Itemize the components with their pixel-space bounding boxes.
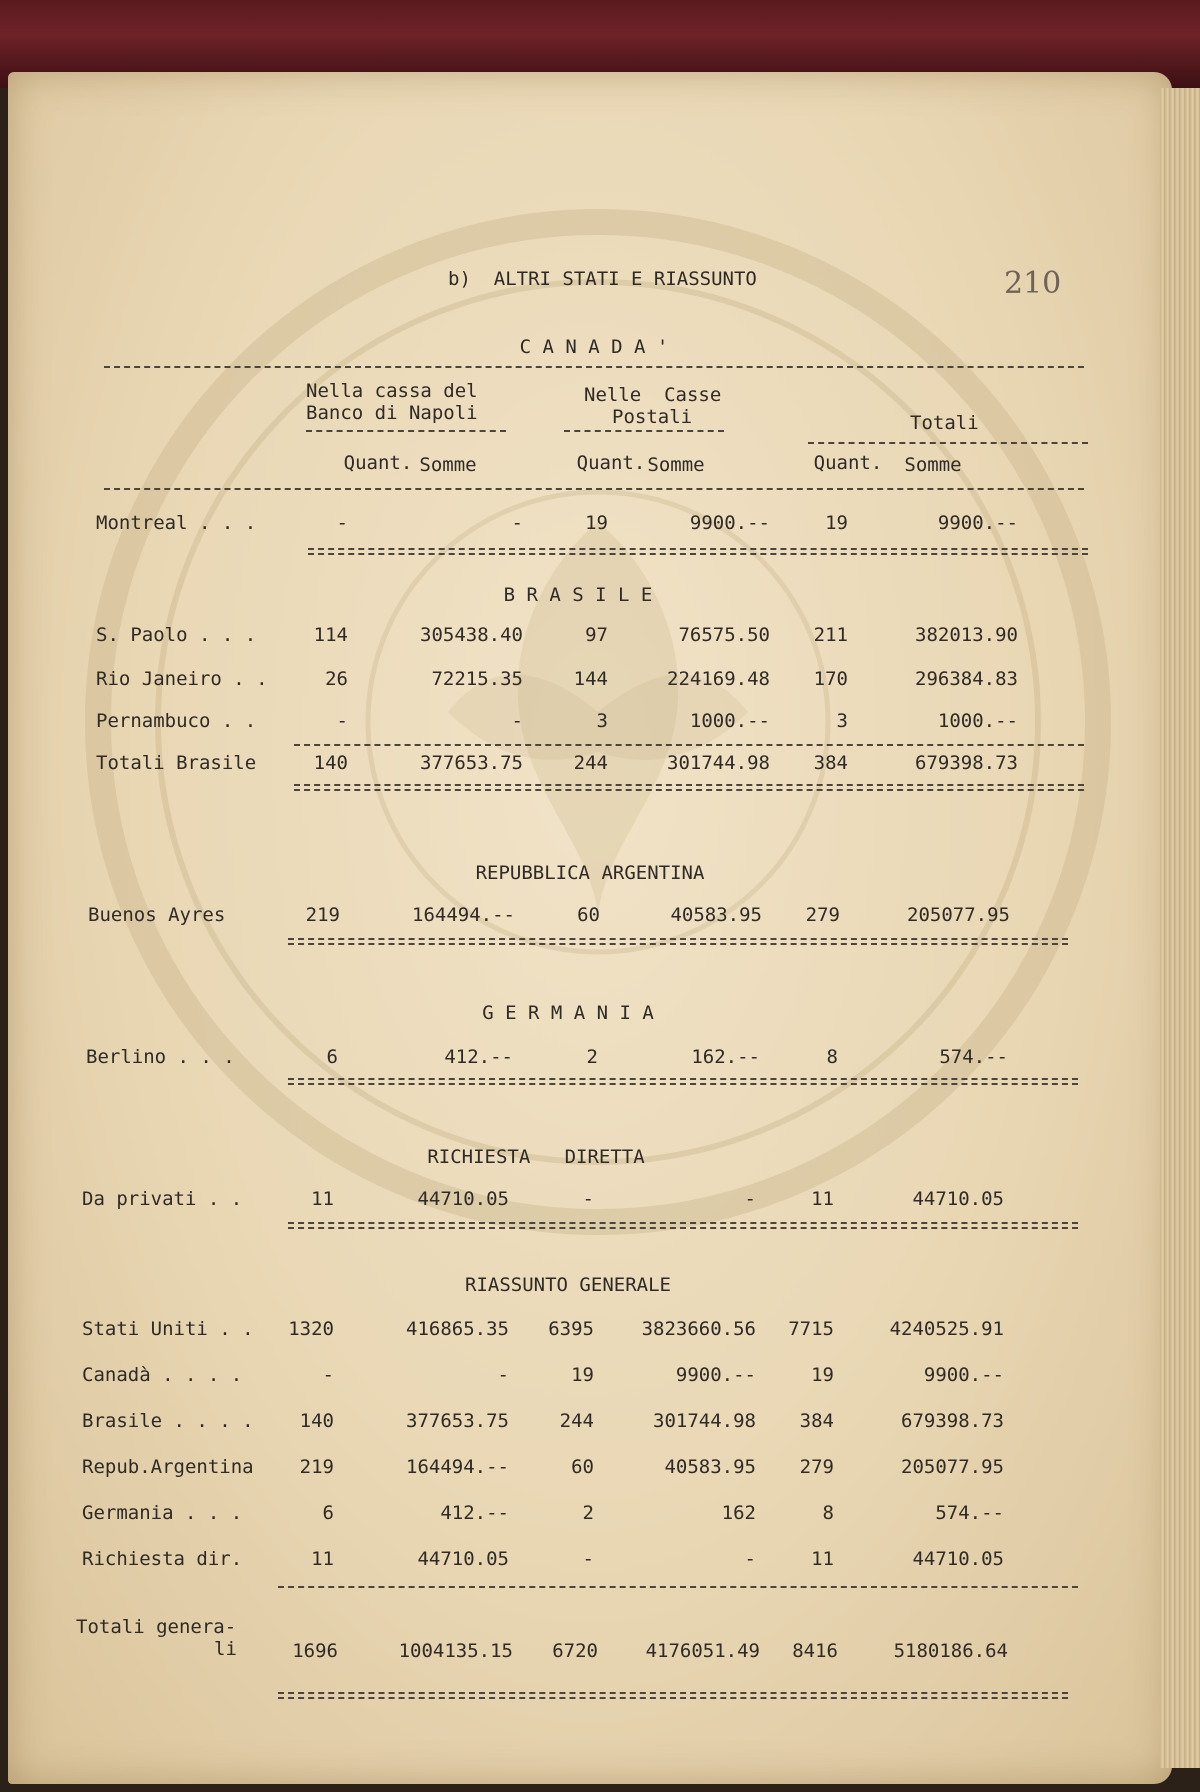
cell-quant: 384	[813, 752, 848, 774]
cell-quant: 3	[836, 710, 848, 732]
double-rule	[288, 938, 1068, 945]
cell-quant: -	[582, 1188, 594, 1210]
page-number: 210	[1004, 266, 1062, 301]
cell-quant: 140	[313, 752, 348, 774]
cell-somme: 301744.98	[653, 1410, 756, 1432]
total-somme: 5180186.64	[893, 1640, 1008, 1662]
cell-quant: 1320	[288, 1318, 334, 1340]
cell-somme: 9900.--	[689, 512, 770, 534]
grand-total-label: Totali genera-	[76, 1616, 237, 1638]
cell-somme: 9900.--	[937, 512, 1018, 534]
rule	[294, 744, 1084, 746]
cell-somme: 416865.35	[406, 1318, 509, 1340]
cell-somme: 3823660.56	[641, 1318, 756, 1340]
cell-somme: 9900.--	[675, 1364, 756, 1386]
total-somme: 4176051.49	[645, 1640, 760, 1662]
total-quant: 6720	[552, 1640, 598, 1662]
row-label: Germania . . .	[82, 1502, 243, 1524]
cell-quant: 6	[322, 1502, 334, 1524]
double-rule	[288, 1222, 1078, 1229]
cell-somme: 377653.75	[406, 1410, 509, 1432]
column-header: Postali	[612, 406, 693, 428]
cell-quant: 11	[811, 1548, 834, 1570]
row-label: Repub.Argentina	[82, 1456, 254, 1478]
cell-somme: 4240525.91	[889, 1318, 1004, 1340]
cell-somme: 164494.--	[406, 1456, 509, 1478]
column-header: Nella cassa del	[306, 380, 478, 402]
cell-quant: 244	[573, 752, 608, 774]
cell-quant: 279	[799, 1456, 834, 1478]
row-label: S. Paolo . . .	[96, 624, 257, 646]
cell-quant: 19	[825, 512, 848, 534]
cell-quant: 140	[299, 1410, 334, 1432]
cell-somme: 164494.--	[412, 904, 515, 926]
cell-somme: 382013.90	[915, 624, 1018, 646]
cell-quant: 19	[585, 512, 608, 534]
row-label: Canadà . . . .	[82, 1364, 243, 1386]
rule	[104, 366, 1084, 368]
cell-somme: 162	[721, 1502, 756, 1524]
double-rule	[308, 548, 1088, 555]
rule	[104, 488, 1084, 490]
document-page	[8, 72, 1172, 1784]
cell-quant: 60	[577, 904, 600, 926]
double-rule	[288, 1078, 1078, 1085]
cell-somme: 305438.40	[420, 624, 523, 646]
cell-quant: -	[322, 1364, 334, 1386]
cell-somme: -	[497, 1364, 509, 1386]
cell-quant: 11	[311, 1188, 334, 1210]
page-stack-edge	[1160, 88, 1200, 1768]
cell-somme: 574.--	[935, 1502, 1004, 1524]
cell-quant: 170	[813, 668, 848, 690]
subheader-somme: Somme	[647, 454, 705, 476]
cell-quant: -	[336, 710, 348, 732]
subheader-quant: Quant.	[576, 452, 646, 474]
cell-somme: 9900.--	[923, 1364, 1004, 1386]
rule	[278, 1586, 1078, 1588]
cell-quant: -	[582, 1548, 594, 1570]
cell-quant: 26	[325, 668, 348, 690]
cell-somme: 44710.05	[912, 1188, 1004, 1210]
subheader-somme: Somme	[419, 454, 477, 476]
row-label: Da privati . .	[82, 1188, 243, 1210]
cell-somme: 412.--	[444, 1046, 513, 1068]
subheader-somme: Somme	[904, 454, 962, 476]
column-header: Nelle Casse	[584, 384, 722, 406]
cell-quant: 384	[799, 1410, 834, 1432]
cell-quant: 6395	[548, 1318, 594, 1340]
section-title: B R A S I L E	[503, 584, 653, 606]
section-title: C A N A D A '	[519, 336, 669, 358]
row-label: Berlino . . .	[86, 1046, 235, 1068]
cell-somme: 224169.48	[667, 668, 770, 690]
row-label: Buenos Ayres	[88, 904, 226, 926]
section-title: RICHIESTA DIRETTA	[427, 1146, 645, 1168]
section-title: G E R M A N I A	[482, 1002, 654, 1024]
cell-somme: -	[744, 1188, 756, 1210]
rule	[306, 430, 506, 432]
row-label: Totali Brasile	[96, 752, 257, 774]
cell-somme: -	[511, 710, 523, 732]
subheader-quant: Quant.	[813, 452, 883, 474]
cell-quant: 8	[822, 1502, 834, 1524]
section-title: REPUBBLICA ARGENTINA	[475, 862, 705, 884]
row-label: Stati Uniti . .	[82, 1318, 254, 1340]
cell-quant: 7715	[788, 1318, 834, 1340]
cell-quant: 11	[311, 1548, 334, 1570]
column-header: Banco di Napoli	[306, 402, 478, 424]
cell-somme: 44710.05	[417, 1548, 509, 1570]
total-quant: 1696	[292, 1640, 338, 1662]
cell-somme: 412.--	[440, 1502, 509, 1524]
cell-quant: 3	[596, 710, 608, 732]
cell-somme: 296384.83	[915, 668, 1018, 690]
cell-quant: 2	[582, 1502, 594, 1524]
row-label: Pernambuco . .	[96, 710, 257, 732]
cell-somme: 679398.73	[915, 752, 1018, 774]
cell-quant: 244	[559, 1410, 594, 1432]
row-label: Richiesta dir.	[82, 1548, 243, 1570]
cell-somme: 1000.--	[937, 710, 1018, 732]
cell-quant: 6	[326, 1046, 338, 1068]
cell-somme: 1000.--	[689, 710, 770, 732]
cell-somme: 301744.98	[667, 752, 770, 774]
row-label: Brasile . . . .	[82, 1410, 254, 1432]
cell-quant: 60	[571, 1456, 594, 1478]
cell-somme: 205077.95	[901, 1456, 1004, 1478]
cell-quant: 8	[826, 1046, 838, 1068]
cell-somme: 44710.05	[912, 1548, 1004, 1570]
cell-quant: 114	[313, 624, 348, 646]
double-rule	[294, 784, 1084, 791]
cell-quant: 97	[585, 624, 608, 646]
cell-somme: 574.--	[939, 1046, 1008, 1068]
cell-somme: 679398.73	[901, 1410, 1004, 1432]
cell-somme: 40583.95	[664, 1456, 756, 1478]
total-quant: 8416	[792, 1640, 838, 1662]
cell-somme: 44710.05	[417, 1188, 509, 1210]
cell-quant: 219	[299, 1456, 334, 1478]
cell-somme: 72215.35	[431, 668, 523, 690]
cell-somme: -	[511, 512, 523, 534]
rule	[808, 442, 1088, 444]
cell-quant: 19	[571, 1364, 594, 1386]
row-label: Montreal . . .	[96, 512, 257, 534]
cell-somme: 40583.95	[670, 904, 762, 926]
cell-quant: -	[336, 512, 348, 534]
double-rule	[278, 1692, 1068, 1699]
rule	[564, 430, 724, 432]
cell-somme: 162.--	[691, 1046, 760, 1068]
cell-somme: 76575.50	[678, 624, 770, 646]
row-label: Rio Janeiro . .	[96, 668, 268, 690]
cell-quant: 144	[573, 668, 608, 690]
cell-somme: 205077.95	[907, 904, 1010, 926]
total-somme: 1004135.15	[398, 1640, 513, 1662]
cell-quant: 219	[305, 904, 340, 926]
section-title: RIASSUNTO GENERALE	[465, 1274, 671, 1296]
column-header: Totali	[910, 412, 979, 434]
cell-quant: 19	[811, 1364, 834, 1386]
cell-quant: 2	[586, 1046, 598, 1068]
cell-quant: 11	[811, 1188, 834, 1210]
cell-quant: 211	[813, 624, 848, 646]
grand-total-label: li	[214, 1638, 237, 1660]
subheader-quant: Quant.	[343, 452, 413, 474]
cell-quant: 279	[805, 904, 840, 926]
cell-somme: -	[744, 1548, 756, 1570]
cell-somme: 377653.75	[420, 752, 523, 774]
section-heading: b) ALTRI STATI E RIASSUNTO	[448, 268, 757, 290]
